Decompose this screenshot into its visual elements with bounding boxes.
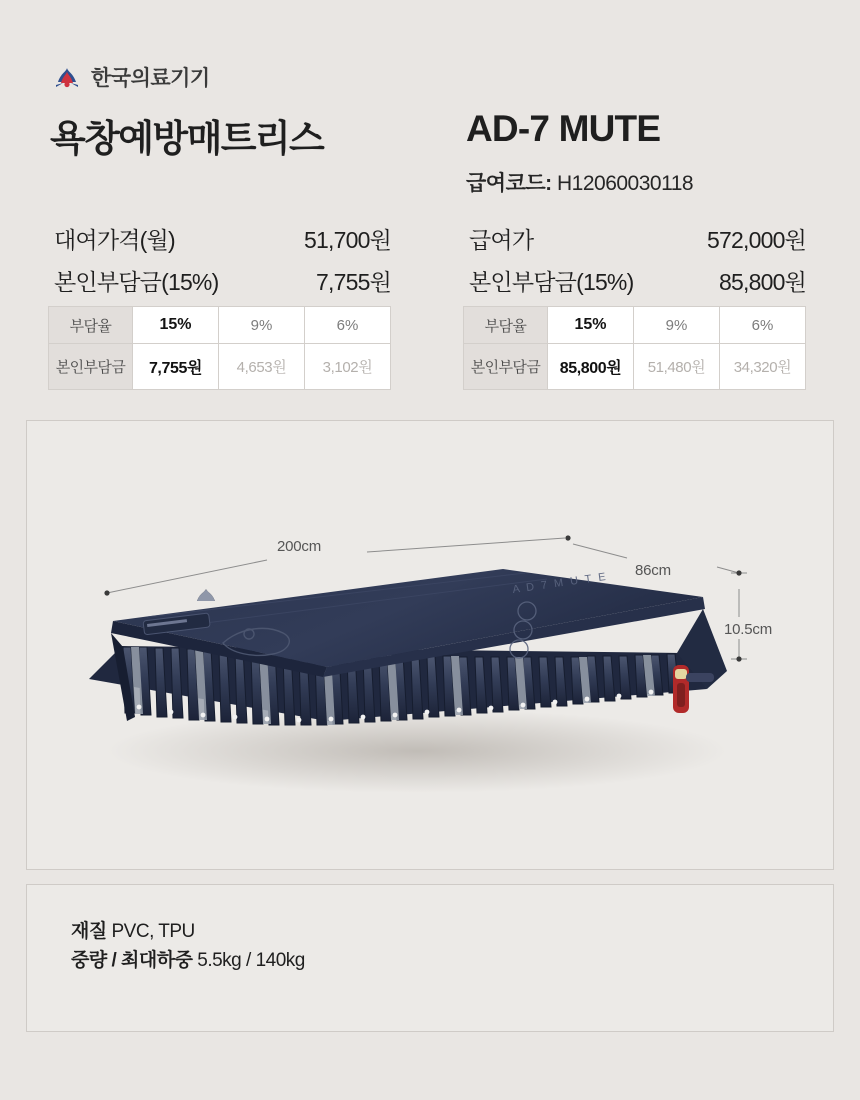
copay-table-rental <box>48 306 391 390</box>
table-row <box>464 307 806 344</box>
table-cell-amount-1: 51,480원 <box>634 344 720 390</box>
table-header-rate-0: 15% <box>548 307 634 344</box>
table-header-rate-label: 부담율 <box>464 307 548 344</box>
price-row <box>48 222 393 255</box>
table-header-rate-2: 6% <box>305 307 391 344</box>
table-header-rate-label: 부담율 <box>49 307 133 344</box>
page-title-category: 욕창예방매트리스 <box>50 118 324 159</box>
product-image-panel <box>26 420 834 870</box>
insurance-code-value: H12060030118 <box>556 172 694 195</box>
korea-medical-device-logo-icon <box>52 62 82 92</box>
table-header-rate-1: 9% <box>634 307 720 344</box>
spec-label: 중량 / 최대하중 <box>71 950 193 972</box>
table-row <box>49 344 391 390</box>
dimension-height-label: 10.5cm <box>724 621 772 638</box>
list-item <box>71 917 305 946</box>
table-row <box>49 307 391 344</box>
price-label: 본인부담금(15%) <box>54 269 219 295</box>
price-value: 85,800원 <box>719 269 806 295</box>
price-label: 대여가격(월) <box>54 227 175 253</box>
price-block-rental <box>48 222 393 297</box>
table-header-rate-2: 6% <box>720 307 806 344</box>
list-item <box>71 946 305 975</box>
table-row <box>464 344 806 390</box>
table-row-label: 본인부담금 <box>49 344 133 390</box>
price-block-purchase <box>463 222 808 297</box>
table-header-rate-0: 15% <box>133 307 219 344</box>
air-mattress-photo <box>27 421 833 869</box>
table-cell-amount-0: 7,755원 <box>133 344 219 390</box>
svg-text:A D 7 M U T E: A D 7 M U T E <box>511 570 609 596</box>
price-row <box>463 222 808 255</box>
price-label: 급여가 <box>469 227 534 253</box>
table-row-label: 본인부담금 <box>464 344 548 390</box>
table-cell-amount-1: 4,653원 <box>219 344 305 390</box>
table-cell-amount-2: 3,102원 <box>305 344 391 390</box>
spec-value: PVC, TPU <box>111 921 195 942</box>
specification-panel <box>26 884 834 1032</box>
price-value: 572,000원 <box>707 227 806 253</box>
table-cell-amount-0: 85,800원 <box>548 344 634 390</box>
table-header-rate-1: 9% <box>219 307 305 344</box>
table-cell-amount-2: 34,320원 <box>720 344 806 390</box>
price-label: 본인부담금(15%) <box>469 269 634 295</box>
price-value: 51,700원 <box>304 227 391 253</box>
insurance-code <box>466 167 693 197</box>
brand-header <box>52 62 210 92</box>
specification-list <box>71 917 305 976</box>
brand-name: 한국의료기기 <box>91 67 210 90</box>
dimension-width-label: 86cm <box>635 562 671 579</box>
spec-label: 재질 <box>71 921 107 942</box>
price-value: 7,755원 <box>316 269 391 295</box>
price-row <box>463 264 808 297</box>
dimension-length-label: 200cm <box>277 538 322 555</box>
page-title-model: AD-7 MUTE <box>466 108 661 149</box>
price-row <box>48 264 393 297</box>
copay-table-purchase <box>463 306 806 390</box>
insurance-code-label: 급여코드: <box>466 172 552 195</box>
spec-value: 5.5kg / 140kg <box>197 950 305 972</box>
